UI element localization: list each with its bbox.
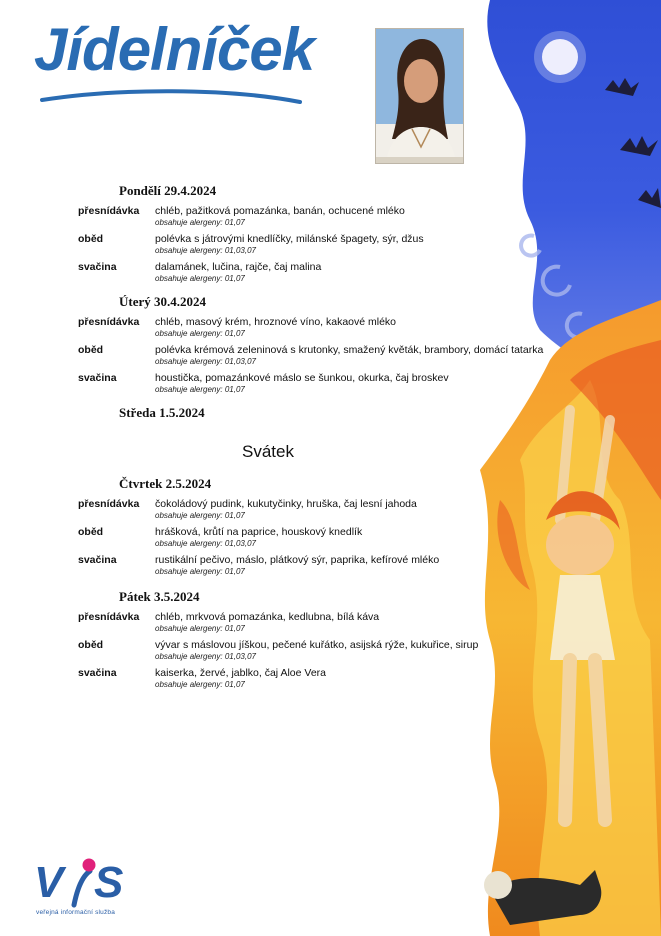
day-title: Pátek 3.5.2024 (119, 589, 200, 604)
meal-food: houstička, pomazánkové máslo se šunkou, okurka, čaj broskev (155, 372, 449, 384)
meal-detail (155, 372, 449, 395)
day-title: Úterý 30.4.2024 (119, 294, 207, 309)
meal-type: svačina (78, 261, 117, 273)
meal-type: přesnídávka (78, 611, 140, 623)
logo-tagline: veřejná informační služba (36, 909, 116, 916)
meal-type: oběd (78, 233, 104, 245)
meal-food: rustikální pečivo, máslo, plátkový sýr, paprika, kefírové mléko (155, 554, 440, 566)
meal-row (78, 316, 578, 339)
day-block (78, 589, 578, 690)
page-title: Jídelníček (34, 16, 315, 83)
meal-row (78, 526, 578, 549)
meal-food: chléb, masový krém, hroznové víno, kakaové mléko (155, 316, 397, 328)
day-title: Středa 1.5.2024 (119, 405, 205, 420)
day-title: Pondělí 29.4.2024 (119, 183, 217, 198)
meal-type: oběd (78, 344, 104, 356)
meal-detail (155, 554, 439, 577)
meal-detail (155, 316, 396, 339)
svg-text:V: V (34, 858, 64, 907)
meal-allergens: obsahuje alergeny: 01,07 (155, 274, 245, 283)
svg-text:S: S (94, 858, 124, 907)
meal-row (78, 261, 578, 284)
meal-row (78, 667, 578, 690)
meal-row (78, 554, 578, 577)
meal-allergens: obsahuje alergeny: 01,07 (155, 511, 245, 520)
portrait-photo (375, 28, 464, 164)
meal-detail (155, 498, 417, 521)
meal-food: chléb, pažitková pomazánka, banán, ochucené mléko (155, 205, 405, 217)
meal-allergens: obsahuje alergeny: 01,03,07 (155, 357, 256, 366)
meal-allergens: obsahuje alergeny: 01,03,07 (155, 246, 256, 255)
meal-type: přesnídávka (78, 316, 140, 328)
meal-detail (155, 261, 321, 284)
meal-food: hrášková, krůtí na paprice, houskový knedlík (155, 526, 363, 538)
meal-food: dalamánek, lučina, rajče, čaj malina (155, 261, 322, 273)
meal-allergens: obsahuje alergeny: 01,03,07 (155, 652, 256, 661)
meal-food: kaiserka, žervé, jablko, čaj Aloe Vera (155, 667, 327, 679)
meal-allergens: obsahuje alergeny: 01,07 (155, 624, 245, 633)
meal-detail (155, 233, 424, 256)
meal-row (78, 205, 578, 228)
title-swoosh (38, 86, 303, 108)
meal-type: svačina (78, 667, 117, 679)
meal-food: čokoládový pudink, kukutyčinky, hruška, čaj lesní jahoda (155, 498, 417, 510)
meal-allergens: obsahuje alergeny: 01,07 (155, 567, 245, 576)
meal-detail (155, 344, 543, 367)
meal-detail (155, 526, 362, 549)
meal-type: oběd (78, 639, 104, 651)
meal-detail (155, 667, 326, 690)
meal-allergens: obsahuje alergeny: 01,07 (155, 680, 245, 689)
meal-row (78, 639, 578, 662)
day-title: Čtvrtek 2.5.2024 (119, 476, 212, 491)
day-block (78, 294, 578, 395)
meal-row (78, 344, 578, 367)
meal-type: přesnídávka (78, 498, 140, 510)
meal-row (78, 233, 578, 256)
weekly-menu (78, 183, 578, 690)
meal-detail (155, 639, 478, 662)
day-block (78, 476, 578, 577)
meal-type: přesnídávka (78, 205, 140, 217)
holiday-label: Svátek (242, 442, 294, 461)
meal-detail (155, 205, 405, 228)
meal-allergens: obsahuje alergeny: 01,03,07 (155, 539, 256, 548)
meal-allergens: obsahuje alergeny: 01,07 (155, 385, 245, 394)
meal-type: svačina (78, 372, 117, 384)
day-block (78, 405, 578, 462)
meal-allergens: obsahuje alergeny: 01,07 (155, 329, 245, 338)
meal-food: chléb, mrkvová pomazánka, kedlubna, bílá káva (155, 611, 380, 623)
meal-food: polévka krémová zeleninová s krutonky, smažený květák, brambory, domácí tatarka (155, 344, 544, 356)
meal-row (78, 611, 578, 634)
meal-food: vývar s máslovou jíškou, pečené kuřátko, asijská rýže, kukuřice, sirup (155, 639, 479, 651)
meal-detail (155, 611, 379, 634)
meal-row (78, 498, 578, 521)
meal-allergens: obsahuje alergeny: 01,07 (155, 218, 245, 227)
day-block (78, 183, 578, 284)
meal-type: svačina (78, 554, 117, 566)
meal-food: polévka s játrovými knedlíčky, milánské špagety, sýr, džus (155, 233, 424, 245)
meal-row (78, 372, 578, 395)
meal-type: oběd (78, 526, 104, 538)
